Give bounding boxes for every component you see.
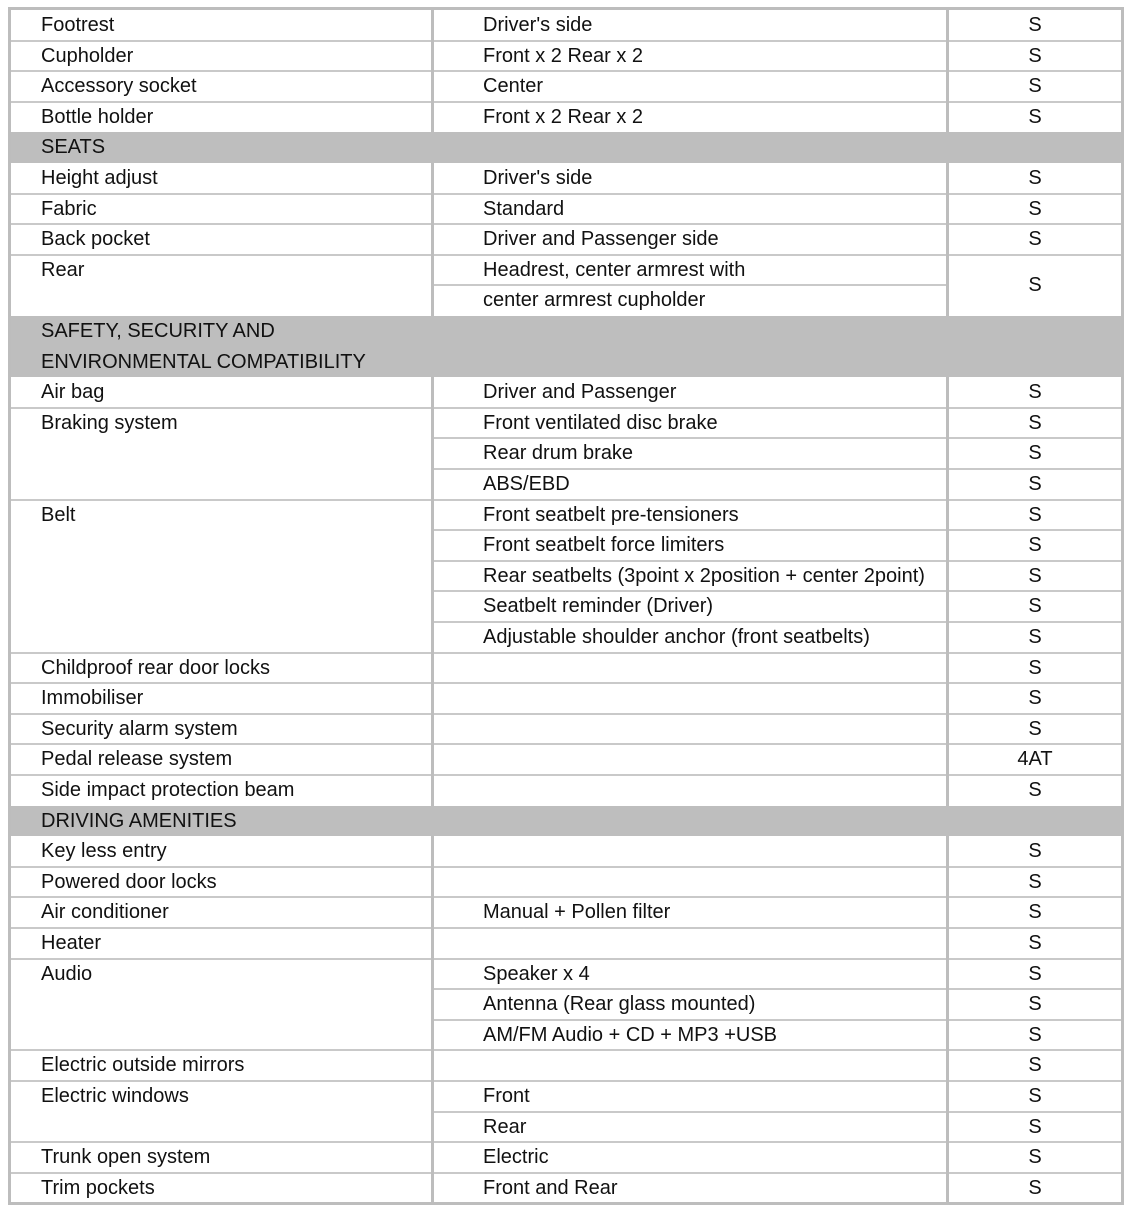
row-divider [11, 652, 431, 654]
column-divider [946, 989, 949, 1020]
availability-cell: S [1028, 274, 1042, 297]
detail-cell: Speaker x 4 [483, 962, 590, 985]
row-divider [434, 499, 946, 501]
row-divider [11, 499, 431, 501]
row-divider [949, 866, 1121, 868]
row-divider [434, 193, 946, 195]
column-divider [946, 194, 949, 225]
availability-cell: S [1028, 14, 1042, 36]
row-divider [11, 40, 431, 42]
row-divider [434, 1111, 946, 1113]
column-divider [431, 500, 434, 531]
detail-cell: Front ventilated disc brake [483, 411, 718, 434]
column-divider [431, 285, 434, 316]
row-divider [434, 927, 946, 929]
row-divider [434, 101, 946, 103]
row-divider [949, 682, 1121, 684]
row-divider [11, 223, 431, 225]
column-divider [946, 1173, 949, 1204]
row-divider [434, 254, 946, 256]
feature-cell: Immobiliser [41, 687, 144, 710]
column-divider [946, 469, 949, 500]
column-divider [431, 255, 434, 286]
row-divider [434, 682, 946, 684]
detail-cell: Front seatbelt force limiters [483, 534, 725, 557]
row-divider [434, 988, 946, 990]
feature-cell: Heater [41, 932, 102, 954]
feature-cell: Electric windows [41, 1085, 189, 1107]
column-divider [431, 194, 434, 225]
row-divider [434, 1172, 946, 1174]
feature-cell: Air conditioner [41, 901, 169, 924]
availability-cell: S [1028, 870, 1042, 893]
row-divider [434, 1049, 946, 1051]
feature-cell: Childproof rear door locks [41, 656, 270, 679]
column-divider [431, 1112, 434, 1143]
column-divider [431, 867, 434, 898]
column-divider [946, 683, 949, 714]
feature-cell: Rear [41, 258, 85, 281]
column-divider [946, 41, 949, 72]
row-divider [434, 896, 946, 898]
column-divider [946, 10, 949, 41]
availability-cell: S [1028, 1023, 1042, 1046]
availability-cell: S [1028, 75, 1042, 98]
availability-cell: S [1028, 901, 1042, 924]
column-divider [946, 714, 949, 745]
detail-cell: center armrest cupholder [483, 289, 706, 312]
row-divider [434, 621, 946, 623]
column-divider [431, 438, 434, 469]
column-divider [431, 683, 434, 714]
row-divider [949, 743, 1121, 745]
availability-cell: S [1028, 687, 1042, 710]
row-divider [949, 468, 1121, 470]
row-divider [11, 927, 431, 929]
column-divider [431, 714, 434, 745]
feature-cell: Braking system [41, 411, 178, 434]
row-divider [949, 1049, 1121, 1051]
row-divider [11, 1049, 431, 1051]
detail-cell: Front x 2 Rear x 2 [483, 44, 644, 67]
row-divider [949, 1080, 1121, 1082]
detail-cell: Driver and Passenger [483, 381, 677, 404]
detail-cell: Standard [483, 197, 565, 220]
feature-cell: Fabric [41, 197, 97, 220]
availability-cell: S [1028, 1054, 1042, 1077]
column-divider [431, 744, 434, 775]
detail-cell: Manual + Pollen filter [483, 901, 671, 924]
availability-cell: S [1028, 779, 1042, 801]
feature-cell: Height adjust [41, 167, 158, 189]
column-divider [946, 836, 949, 867]
row-divider [434, 958, 946, 960]
row-divider [434, 437, 946, 439]
row-divider [434, 529, 946, 531]
availability-cell: 4AT [1017, 748, 1053, 771]
column-divider [431, 10, 434, 41]
column-divider [431, 41, 434, 72]
row-divider [11, 958, 431, 960]
row-divider [434, 560, 946, 562]
availability-cell: S [1028, 1115, 1042, 1138]
section-title: SEATS [41, 136, 106, 159]
column-divider [946, 438, 949, 469]
column-divider [431, 928, 434, 959]
availability-cell: S [1028, 167, 1042, 189]
row-divider [949, 652, 1121, 654]
feature-cell: Key less entry [41, 840, 167, 863]
availability-cell: S [1028, 381, 1042, 404]
detail-cell: ABS/EBD [483, 473, 570, 495]
column-divider [431, 224, 434, 255]
row-divider [949, 101, 1121, 103]
row-divider [949, 70, 1121, 72]
row-divider [434, 1019, 946, 1021]
column-divider [946, 653, 949, 684]
column-divider [946, 102, 949, 133]
row-divider [949, 407, 1121, 409]
availability-cell: S [1028, 442, 1042, 465]
detail-cell: AM/FM Audio + CD + MP3 +USB [483, 1023, 777, 1046]
column-divider [431, 1050, 434, 1081]
feature-cell: Air bag [41, 381, 105, 404]
detail-cell: Front x 2 Rear x 2 [483, 105, 644, 128]
column-divider [431, 653, 434, 684]
feature-cell: Cupholder [41, 44, 134, 67]
availability-cell: S [1028, 626, 1042, 648]
column-divider [431, 1081, 434, 1112]
detail-cell: Seatbelt reminder (Driver) [483, 595, 714, 618]
row-divider [949, 193, 1121, 195]
detail-cell: Driver's side [483, 14, 593, 36]
detail-cell: Rear drum brake [483, 442, 634, 465]
row-divider [949, 1111, 1121, 1113]
column-divider [431, 1173, 434, 1204]
column-divider [946, 377, 949, 408]
availability-cell: S [1028, 1146, 1042, 1169]
detail-cell: Adjustable shoulder anchor (front seatbelts) [483, 626, 870, 648]
row-divider [434, 407, 946, 409]
row-divider [11, 866, 431, 868]
column-divider [431, 377, 434, 408]
column-divider [946, 1050, 949, 1081]
availability-cell: S [1028, 564, 1042, 587]
column-divider [431, 102, 434, 133]
row-divider [949, 223, 1121, 225]
row-divider [434, 743, 946, 745]
availability-cell: S [1028, 44, 1042, 67]
column-divider [431, 622, 434, 653]
row-divider [11, 774, 431, 776]
feature-cell: Back pocket [41, 228, 150, 251]
detail-cell: Front seatbelt pre-tensioners [483, 503, 739, 526]
column-divider [431, 1142, 434, 1173]
feature-cell: Belt [41, 503, 76, 526]
availability-cell: S [1028, 105, 1042, 128]
feature-cell: Bottle holder [41, 105, 154, 128]
feature-cell: Side impact protection beam [41, 779, 295, 801]
availability-cell: S [1028, 411, 1042, 434]
column-divider [946, 897, 949, 928]
detail-cell: Driver and Passenger side [483, 228, 719, 251]
row-divider [949, 590, 1121, 592]
column-divider [431, 469, 434, 500]
column-divider [946, 1142, 949, 1173]
column-divider [431, 561, 434, 592]
column-divider [946, 255, 949, 286]
row-divider [949, 40, 1121, 42]
availability-cell: S [1028, 473, 1042, 495]
availability-cell: S [1028, 534, 1042, 557]
availability-cell: S [1028, 993, 1042, 1016]
column-divider [431, 836, 434, 867]
feature-cell: Electric outside mirrors [41, 1054, 245, 1077]
row-divider [949, 958, 1121, 960]
column-divider [431, 775, 434, 806]
availability-cell: S [1028, 932, 1042, 954]
availability-cell: S [1028, 840, 1042, 863]
column-divider [946, 224, 949, 255]
detail-cell: Driver's side [483, 167, 593, 189]
row-divider [434, 468, 946, 470]
row-divider [434, 70, 946, 72]
availability-cell: S [1028, 595, 1042, 618]
detail-cell: Electric [483, 1146, 549, 1169]
feature-cell: Trunk open system [41, 1146, 211, 1169]
row-divider [949, 1019, 1121, 1021]
row-divider [949, 774, 1121, 776]
detail-cell: Antenna (Rear glass mounted) [483, 993, 756, 1016]
column-divider [946, 744, 949, 775]
row-divider [434, 284, 946, 286]
availability-cell: S [1028, 962, 1042, 985]
column-divider [946, 622, 949, 653]
row-divider [11, 101, 431, 103]
detail-cell: Center [483, 75, 544, 98]
feature-cell: Accessory socket [41, 75, 197, 98]
column-divider [946, 285, 949, 316]
availability-cell: S [1028, 656, 1042, 679]
column-divider [946, 500, 949, 531]
feature-cell: Security alarm system [41, 717, 238, 740]
section-title: DRIVING AMENITIES [41, 809, 237, 832]
row-divider [11, 896, 431, 898]
row-divider [949, 988, 1121, 990]
column-divider [946, 561, 949, 592]
column-divider [946, 1081, 949, 1112]
row-divider [11, 1172, 431, 1174]
availability-cell: S [1028, 197, 1042, 220]
column-divider [946, 530, 949, 561]
column-divider [431, 989, 434, 1020]
row-divider [434, 223, 946, 225]
availability-cell: S [1028, 717, 1042, 740]
row-divider [949, 437, 1121, 439]
row-divider [434, 40, 946, 42]
row-divider [949, 621, 1121, 623]
row-divider [434, 590, 946, 592]
row-divider [11, 407, 431, 409]
availability-cell: S [1028, 503, 1042, 526]
row-divider [11, 254, 431, 256]
column-divider [431, 591, 434, 622]
availability-cell: S [1028, 1085, 1042, 1107]
column-divider [946, 71, 949, 102]
column-divider [946, 867, 949, 898]
row-divider [11, 743, 431, 745]
section-header-band [11, 132, 1121, 163]
column-divider [431, 163, 434, 194]
feature-cell: Audio [41, 962, 93, 985]
row-divider [11, 682, 431, 684]
row-divider [11, 713, 431, 715]
detail-cell: Front and Rear [483, 1176, 618, 1199]
column-divider [946, 775, 949, 806]
row-divider [434, 866, 946, 868]
feature-cell: Pedal release system [41, 748, 233, 771]
column-divider [946, 163, 949, 194]
availability-cell: S [1028, 228, 1042, 251]
detail-cell: Rear [483, 1115, 527, 1138]
row-divider [949, 927, 1121, 929]
column-divider [946, 591, 949, 622]
detail-cell: Headrest, center armrest with [483, 258, 746, 281]
row-divider [949, 499, 1121, 501]
section-title: ENVIRONMENTAL COMPATIBILITY [41, 350, 366, 373]
feature-cell: Powered door locks [41, 870, 217, 893]
row-divider [434, 1141, 946, 1143]
column-divider [946, 1112, 949, 1143]
detail-cell: Front [483, 1085, 530, 1107]
row-divider [11, 70, 431, 72]
detail-cell: Rear seatbelts (3point x 2position + center 2point) [483, 564, 925, 587]
row-divider [434, 713, 946, 715]
column-divider [946, 408, 949, 439]
column-divider [431, 897, 434, 928]
row-divider [949, 560, 1121, 562]
column-divider [431, 408, 434, 439]
row-divider [949, 529, 1121, 531]
row-divider [434, 652, 946, 654]
feature-cell: Trim pockets [41, 1176, 155, 1199]
column-divider [946, 928, 949, 959]
column-divider [946, 1020, 949, 1051]
row-divider [949, 713, 1121, 715]
column-divider [431, 71, 434, 102]
section-title: SAFETY, SECURITY AND [41, 320, 275, 342]
row-divider [949, 1141, 1121, 1143]
spec-table [8, 7, 1124, 1205]
feature-cell: Footrest [41, 14, 115, 36]
column-divider [431, 1020, 434, 1051]
row-divider [434, 774, 946, 776]
row-divider [949, 254, 1121, 256]
availability-cell: S [1028, 1176, 1042, 1199]
row-divider [434, 1080, 946, 1082]
row-divider [949, 1172, 1121, 1174]
column-divider [431, 530, 434, 561]
row-divider [949, 896, 1121, 898]
column-divider [431, 959, 434, 990]
column-divider [946, 959, 949, 990]
row-divider [11, 1080, 431, 1082]
row-divider [11, 193, 431, 195]
row-divider [11, 1141, 431, 1143]
